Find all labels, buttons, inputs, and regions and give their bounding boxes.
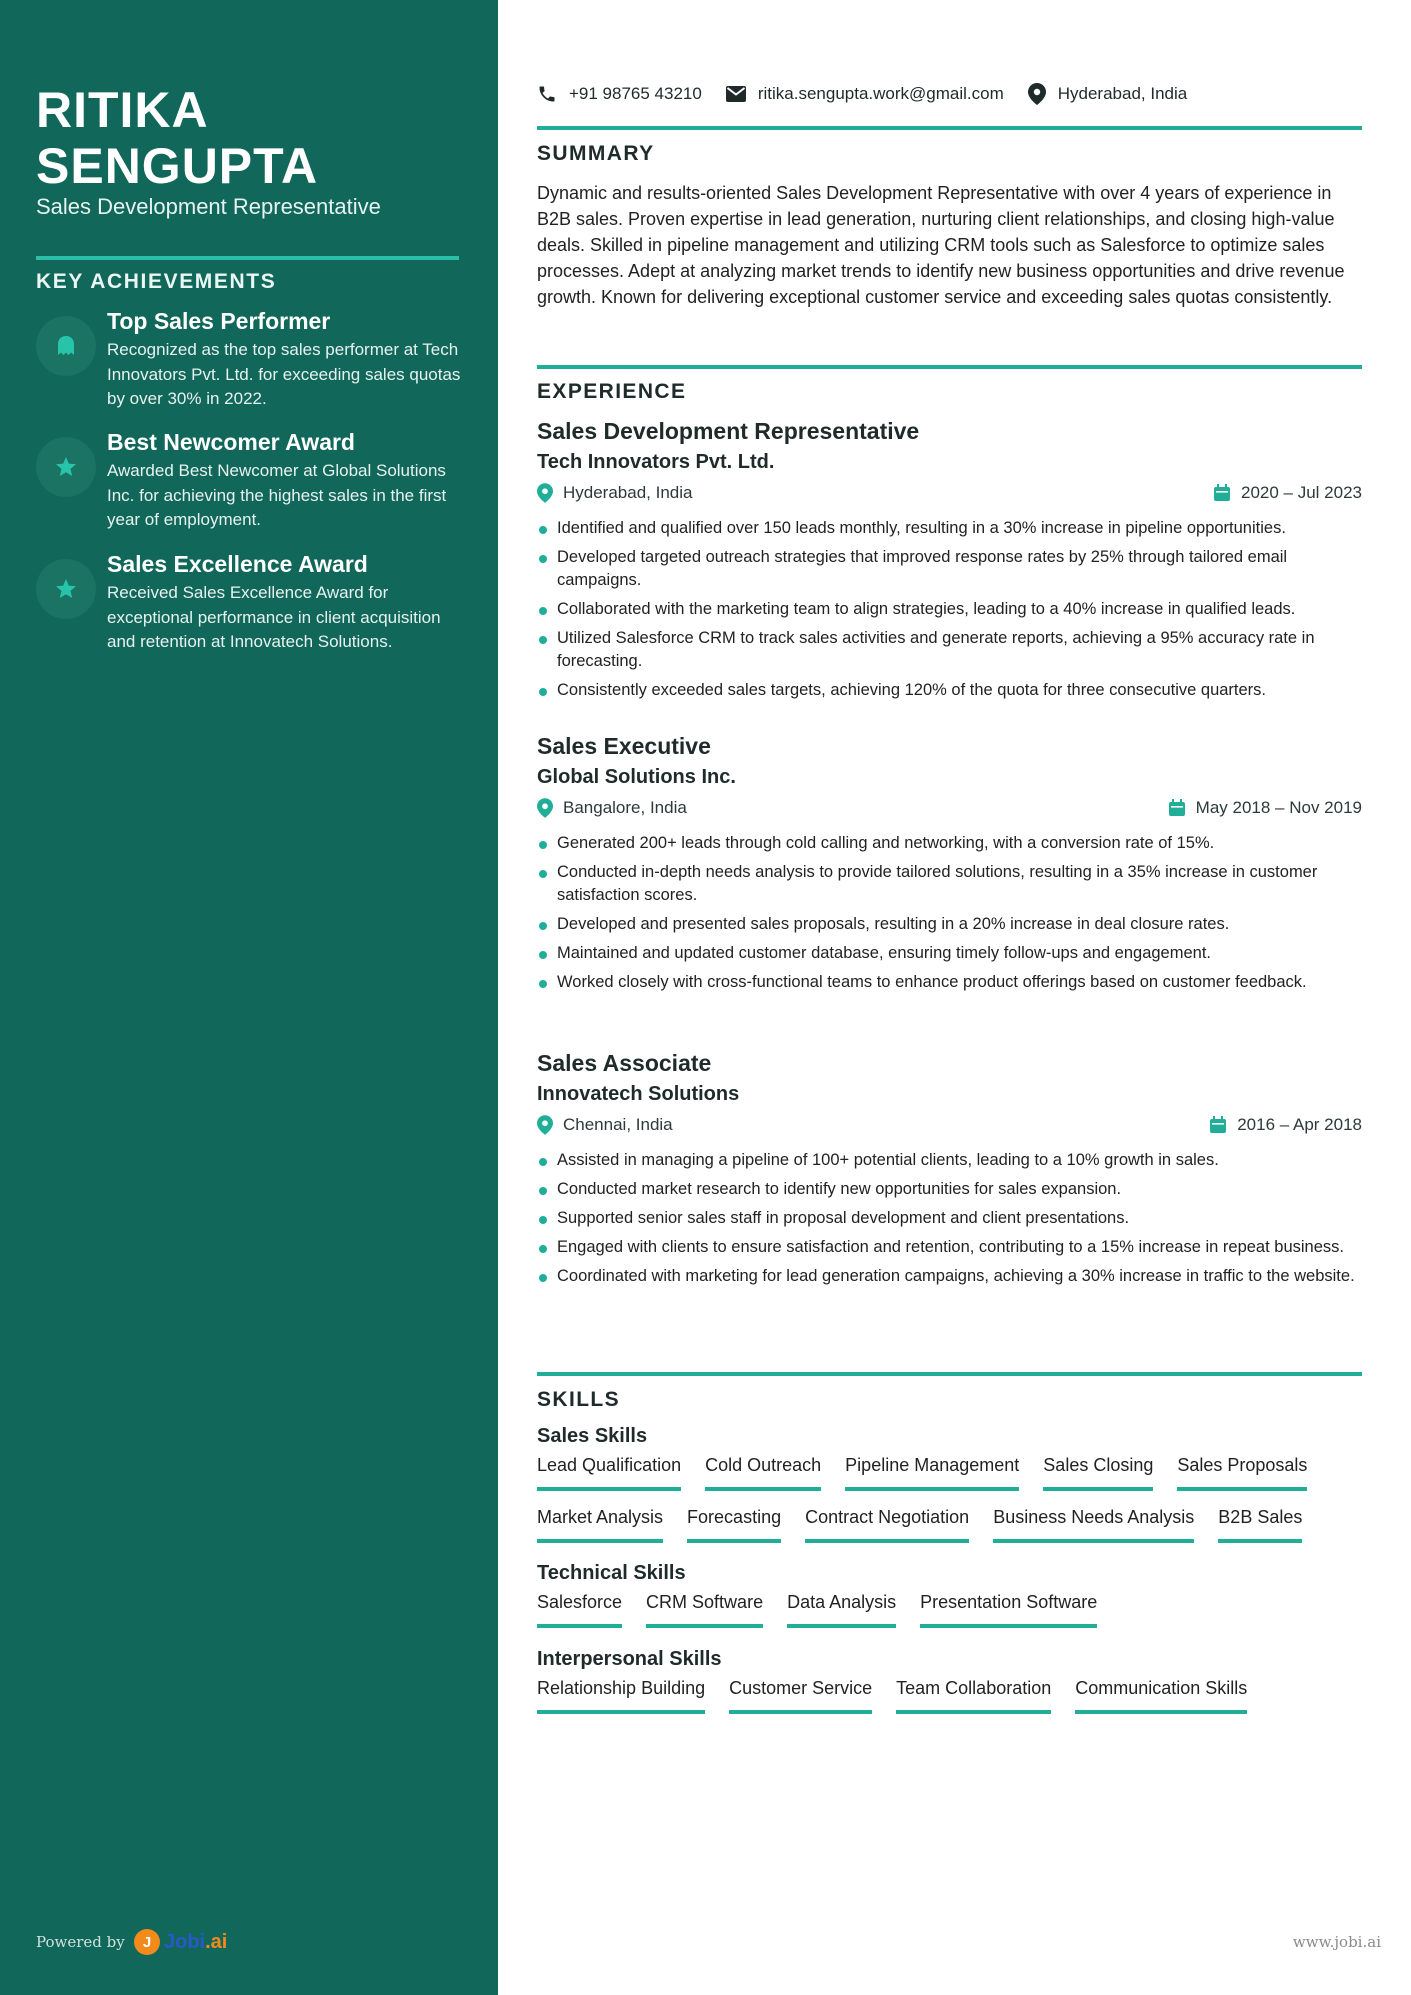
job-role: Sales Associate [537, 1050, 712, 1076]
skill-group [537, 1648, 1362, 1730]
skill-chip: Business Needs Analysis [993, 1507, 1194, 1543]
skill-chip: Contract Negotiation [805, 1507, 969, 1543]
divider [537, 1372, 1362, 1376]
calendar-icon [1168, 799, 1186, 817]
job-role: Sales Executive [537, 733, 711, 759]
skill-chip: Salesforce [537, 1592, 622, 1628]
achievement-text: Awarded Best Newcomer at Global Solutions Inc. for achieving the highest sales in the first year of employment. [107, 461, 447, 529]
skill-chip: Forecasting [687, 1507, 781, 1543]
calendar-icon [1213, 484, 1231, 502]
skill-chip: Sales Closing [1043, 1455, 1153, 1491]
location-pin-icon [537, 798, 553, 818]
candidate-name [36, 82, 318, 194]
list-item: Identified and qualified over 150 leads monthly, resulting in a 30% increase in pipeline opportunities. [537, 517, 1362, 540]
list-item: Consistently exceeded sales targets, achieving 120% of the quota for three consecutive quarters. [537, 679, 1362, 702]
skill-group-label: Technical Skills [537, 1562, 686, 1584]
achievement-title: Best Newcomer Award [107, 429, 355, 455]
phone-icon [537, 84, 557, 104]
skill-chips [537, 1592, 1362, 1644]
jobi-logo-text: Jobi.ai [164, 1930, 228, 1953]
divider [537, 126, 1362, 130]
achievement-title: Top Sales Performer [107, 308, 331, 334]
contact-location: Hyderabad, India [1028, 83, 1187, 105]
skill-chips [537, 1455, 1362, 1559]
skill-chip: Cold Outreach [705, 1455, 821, 1491]
achievement-text: Received Sales Excellence Award for exceptional performance in client acquisition and retention at Innovatech Solutions. [107, 583, 441, 651]
skill-chip: Data Analysis [787, 1592, 896, 1628]
list-item: Generated 200+ leads through cold calling and networking, with a conversion rate of 15%. [537, 832, 1362, 855]
achievement-text: Recognized as the top sales performer at Tech Innovators Pvt. Ltd. for exceeding sales quotas by over 30% in 2022. [107, 340, 461, 408]
star-icon [36, 559, 96, 619]
experience-entry [537, 733, 1362, 1000]
list-item: Supported senior sales staff in proposal development and client presentations. [537, 1207, 1362, 1230]
list-item: Developed targeted outreach strategies that improved response rates by 25% through tailored email campaigns. [537, 546, 1362, 592]
job-bullets [537, 1149, 1362, 1288]
list-item: Utilized Salesforce CRM to track sales activities and generate reports, achieving a 95% accuracy rate in forecasting. [537, 627, 1362, 673]
job-meta [537, 796, 1362, 824]
calendar-icon [1209, 1116, 1227, 1134]
footer-site-link[interactable]: www.jobi.ai [1292, 1933, 1381, 1951]
job-dates: 2016 – Apr 2018 [1209, 1115, 1362, 1135]
skill-chip: Customer Service [729, 1678, 872, 1714]
job-location: Bangalore, India [537, 798, 687, 818]
skill-chip: Team Collaboration [896, 1678, 1051, 1714]
experience-entry [537, 1050, 1362, 1294]
divider [537, 365, 1362, 369]
star-icon [36, 437, 96, 497]
list-item: Developed and presented sales proposals, resulting in a 20% increase in deal closure rates. [537, 913, 1362, 936]
job-meta [537, 481, 1362, 509]
list-item: Conducted market research to identify new opportunities for sales expansion. [537, 1178, 1362, 1201]
name-last: SENGUPTA [36, 138, 319, 194]
ghost-icon [36, 316, 96, 376]
skills-heading: SKILLS [537, 1388, 621, 1411]
list-item: Worked closely with cross-functional teams to enhance product offerings based on customer feedback. [537, 971, 1362, 994]
skill-group [537, 1425, 1362, 1559]
list-item: Assisted in managing a pipeline of 100+ potential clients, leading to a 10% growth in sales. [537, 1149, 1362, 1172]
achievement-title: Sales Excellence Award [107, 551, 368, 577]
job-bullets [537, 832, 1362, 994]
contact-bar [537, 82, 1211, 106]
job-dates: 2020 – Jul 2023 [1213, 483, 1362, 503]
list-item: Coordinated with marketing for lead generation campaigns, achieving a 30% increase in traffic to the website. [537, 1265, 1362, 1288]
list-item: Engaged with clients to ensure satisfaction and retention, contributing to a 15% increase in repeat business. [537, 1236, 1362, 1259]
job-location: Hyderabad, India [537, 483, 692, 503]
jobi-logo-icon: J [134, 1929, 160, 1955]
job-company: Tech Innovators Pvt. Ltd. [537, 451, 775, 473]
job-dates: May 2018 – Nov 2019 [1168, 798, 1362, 818]
divider [36, 256, 459, 260]
location-pin-icon [537, 483, 553, 503]
skill-chip: Sales Proposals [1177, 1455, 1307, 1491]
list-item: Maintained and updated customer database, ensuring timely follow-ups and engagement. [537, 942, 1362, 965]
contact-email[interactable]: ritika.sengupta.work@gmail.com [726, 84, 1004, 104]
skill-group [537, 1562, 1362, 1644]
skill-chip: Pipeline Management [845, 1455, 1019, 1491]
skill-chip: Relationship Building [537, 1678, 705, 1714]
experience-entry [537, 418, 1362, 708]
list-item: Collaborated with the marketing team to align strategies, leading to a 40% increase in qualified leads. [537, 598, 1362, 621]
skill-chip: Lead Qualification [537, 1455, 681, 1491]
job-company: Global Solutions Inc. [537, 766, 736, 788]
job-bullets [537, 517, 1362, 702]
job-role: Sales Development Representative [537, 418, 920, 444]
contact-phone[interactable]: +91 98765 43210 [537, 84, 702, 104]
skill-group-label: Sales Skills [537, 1425, 648, 1447]
list-item: Conducted in-depth needs analysis to provide tailored solutions, resulting in a 35% increase in customer satisfaction scores. [537, 861, 1362, 907]
main-content [537, 0, 1362, 1995]
location-pin-icon [537, 1115, 553, 1135]
skill-chip: Presentation Software [920, 1592, 1097, 1628]
skill-chips [537, 1678, 1362, 1730]
skill-group-label: Interpersonal Skills [537, 1648, 722, 1670]
experience-heading: EXPERIENCE [537, 380, 687, 403]
sidebar [0, 0, 498, 1995]
mail-icon [726, 86, 746, 102]
job-meta [537, 1113, 1362, 1141]
summary-heading: SUMMARY [537, 142, 655, 165]
job-title: Sales Development Representative [36, 194, 381, 219]
summary-text: Dynamic and results-oriented Sales Development Representative with over 4 years of experience in B2B sales. Proven expertise in lead generation, nurturing client relationships, and closing high-value deals. Skilled in pipeline management and utilizing CRM tools such as Salesforce to optimize sales processes. Adept at analyzing market trends to identify new business opportunities and drive revenue growth. Known for delivering exceptional customer service and exceeding sales quotas consistently. [537, 183, 1345, 307]
powered-by-label: Powered by [36, 1933, 125, 1951]
name-first: RITIKA [36, 82, 209, 138]
achievements-heading: KEY ACHIEVEMENTS [36, 270, 277, 293]
skill-chip: B2B Sales [1218, 1507, 1302, 1543]
location-pin-icon [1028, 83, 1046, 105]
skill-chip: Communication Skills [1075, 1678, 1247, 1714]
job-company: Innovatech Solutions [537, 1083, 740, 1105]
job-location: Chennai, India [537, 1115, 673, 1135]
skill-chip: Market Analysis [537, 1507, 663, 1543]
skill-chip: CRM Software [646, 1592, 763, 1628]
jobi-logo[interactable] [134, 1929, 227, 1955]
